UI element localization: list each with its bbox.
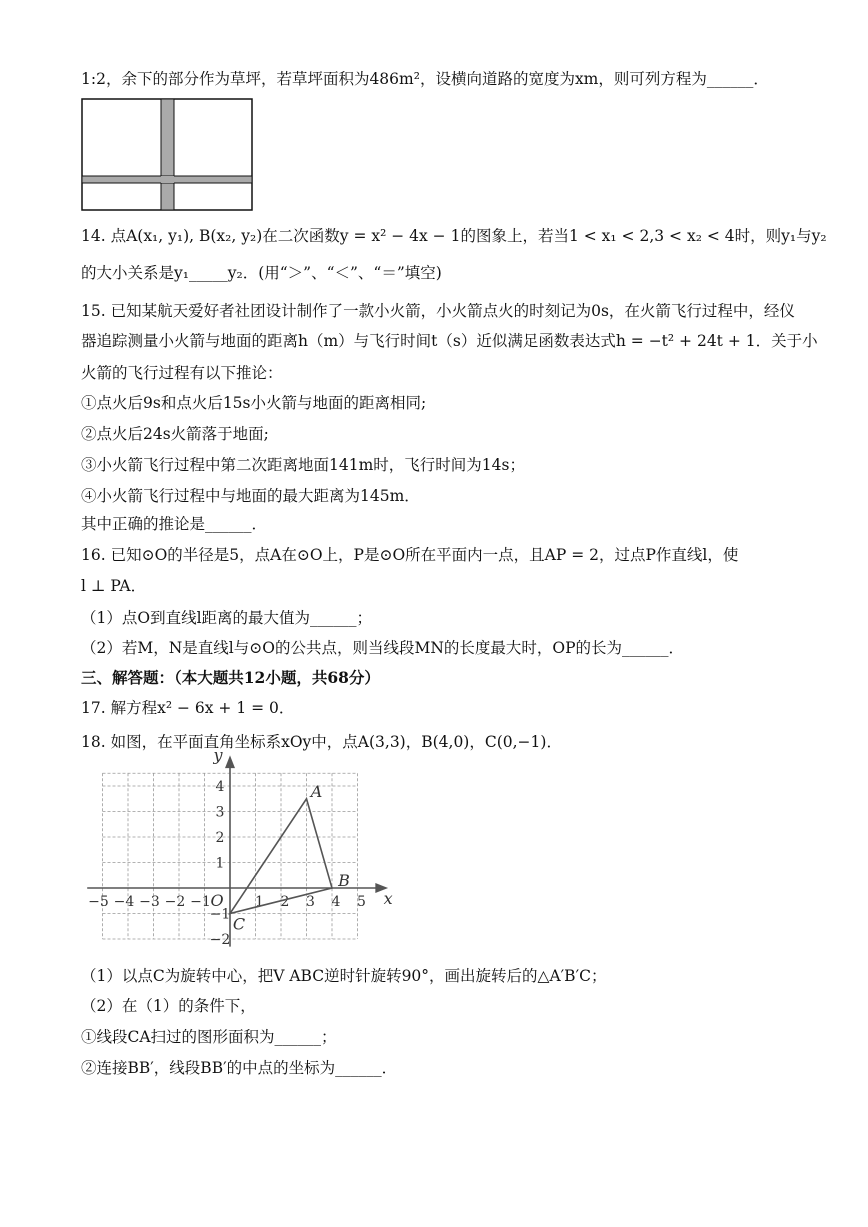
q15-line3: 火箭的飞行过程有以下推论： [81, 364, 283, 382]
origin-label: O [210, 891, 224, 910]
q15-line1: 15. 已知某航天爱好者社团设计制作了一款小火箭，小火箭点火的时刻记为0s，在火箭飞行过程中，经仪 [81, 302, 795, 320]
lawn-diagram [81, 98, 253, 211]
q14-line2: 的大小关系是y₁_____y₂．(用“＞”、“＜”、“＝”填空) [81, 264, 442, 282]
y-tick-label: 2 [215, 830, 225, 846]
q15-item4: ④小火箭飞行过程中与地面的最大距离为145m． [81, 487, 420, 505]
y-tick-label: 3 [215, 804, 225, 821]
y-axis-label: y [213, 745, 223, 765]
x-axis-label: x [383, 889, 393, 908]
y-tick-label: 4 [215, 779, 225, 795]
coordinate-figure [76, 745, 396, 958]
q16-part2: （2）若M，N是直线l与⊙O的公共点，则当线段MN的长度最大时，OP的长为______． [81, 639, 685, 657]
q15-item3: ③小火箭飞行过程中第二次距离地面141m时，飞行时间为14s； [81, 456, 525, 474]
x-tick-label: −1 [190, 894, 211, 910]
x-tick-label: −2 [164, 894, 186, 910]
x-tick-label: 1 [255, 894, 264, 910]
q18-part1: （1）以点C为旋转中心，把V ABC逆时针旋转90°，画出旋转后的△A′B′C； [81, 967, 607, 985]
q15-answer: 其中正确的推论是______． [81, 515, 268, 533]
q16-line2: l ⊥ PA． [81, 577, 147, 595]
section-3-heading: 三、解答题：（本大题共12小题，共68分） [81, 668, 380, 687]
x-tick-label: −3 [139, 894, 160, 910]
q18-part2-a: ①线段CA扫过的图形面积为______； [81, 1028, 337, 1046]
x-tick-label: −4 [113, 894, 135, 910]
x-tick-label: 5 [357, 894, 366, 910]
q15-item2: ②点火后24s火箭落于地面; [81, 425, 269, 443]
q13-tail: 1:2，余下的部分作为草坪，若草坪面积为486m²，设横向道路的宽度为xm，则可列方程为______． [81, 70, 769, 88]
q14-line1: 14. 点A(x₁, y₁), B(x₂, y₂)在二次函数y = x² − 4x − 1的图象上，若当1 < x₁ < 2,3 < x₂ < 4时，则y₁与y₂ [81, 227, 827, 245]
point-b-label: B [338, 871, 350, 890]
q17: 17. 解方程x² − 6x + 1 = 0． [81, 699, 295, 717]
q18: 18. 如图，在平面直角坐标系xOy中，点A(3,3)，B(4,0)，C(0,−1)． [81, 733, 562, 751]
q16-line1: 16. 已知⊙O的半径是5，点A在⊙O上，P是⊙O所在平面内一点，且AP = 2，过点P作直线l，使 [81, 546, 739, 564]
point-c-label: C [232, 914, 246, 934]
y-tick-label: −2 [209, 932, 231, 948]
y-axis-arrow [225, 755, 235, 768]
x-tick-label: −5 [88, 894, 109, 910]
q18-part2: （2）在（1）的条件下， [81, 997, 256, 1015]
q15-line2: 器追踪测量小火箭与地面的距离h（m）与飞行时间t（s）近似满足函数表达式h = −t² + 24t + 1．关于小 [81, 332, 818, 350]
x-tick-label: 3 [306, 894, 315, 910]
q18-part2-b: ②连接BB′，线段BB′的中点的坐标为______． [81, 1059, 398, 1077]
y-tick-label: 1 [215, 855, 225, 872]
q15-item1: ①点火后9s和点火后15s小火箭与地面的距离相同; [81, 394, 427, 412]
q16-part1: （1）点O到直线l距离的最大值为______； [81, 609, 373, 627]
point-a-label: A [310, 781, 323, 801]
x-tick-label: 2 [280, 894, 290, 910]
x-tick-label: 4 [331, 894, 341, 910]
y-tick-label: −1 [209, 906, 231, 923]
